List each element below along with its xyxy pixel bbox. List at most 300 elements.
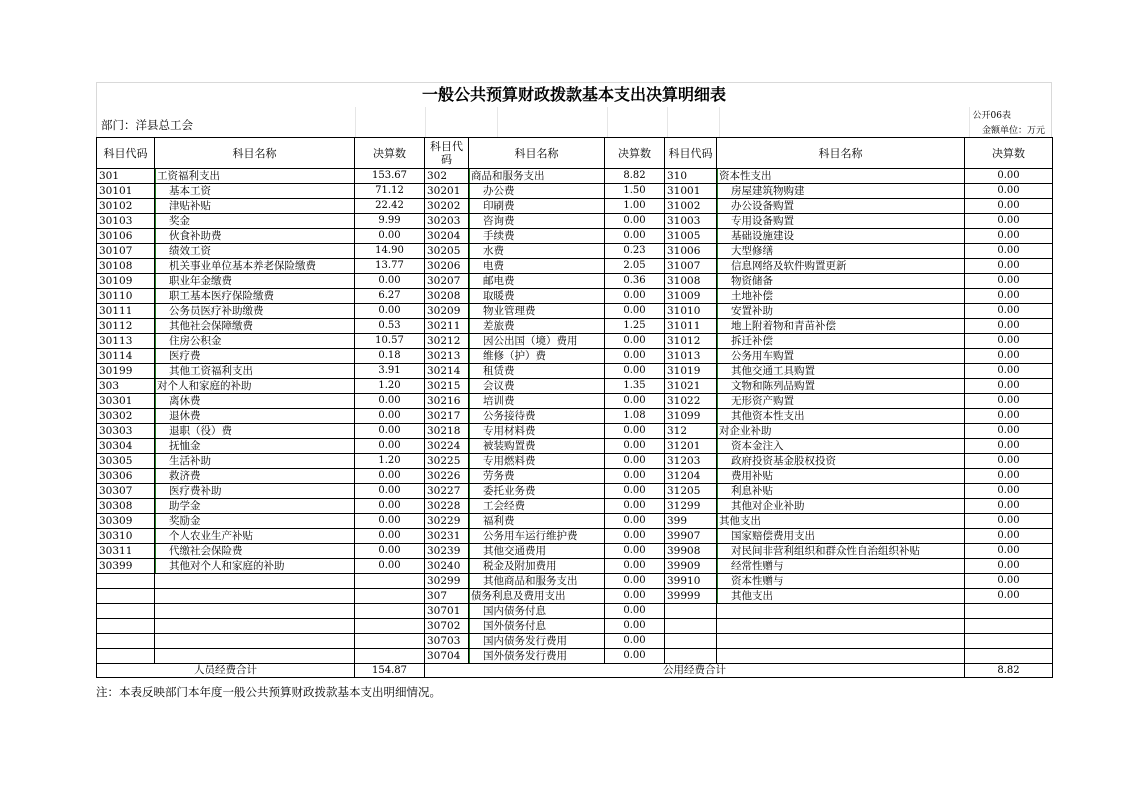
- amount-cell-2: 2.05: [605, 259, 665, 274]
- code-cell-3: 39907: [665, 529, 717, 544]
- amount-cell-2: 0.00: [605, 544, 665, 559]
- name-cell-2: 工会经费: [469, 499, 605, 514]
- code-cell-3: [665, 649, 717, 664]
- amount-cell-1: 0.00: [355, 484, 425, 499]
- name-cell-3: 安置补助: [717, 304, 965, 319]
- code-cell-1: 30107: [97, 244, 155, 259]
- code-cell-2: 30240: [425, 559, 469, 574]
- code-cell-3: 31205: [665, 484, 717, 499]
- name-cell-1: 其他工资福利支出: [155, 364, 355, 379]
- footnote: 注：本表反映部门本年度一般公共预算财政拨款基本支出明细情况。: [96, 685, 441, 699]
- amount-cell-3: [965, 634, 1053, 649]
- code-cell-2: 30213: [425, 349, 469, 364]
- name-cell-1: 职业年金缴费: [155, 274, 355, 289]
- code-cell-2: 30203: [425, 214, 469, 229]
- amount-cell-3: 0.00: [965, 334, 1053, 349]
- amount-cell-3: [965, 649, 1053, 664]
- name-cell-3: 办公设备购置: [717, 199, 965, 214]
- table-row: [97, 304, 1053, 319]
- table-row: [97, 214, 1053, 229]
- name-cell-2: 公务接待费: [469, 409, 605, 424]
- amount-cell-2: 0.00: [605, 484, 665, 499]
- code-cell-3: 399: [665, 514, 717, 529]
- amount-cell-1: [355, 619, 425, 634]
- amount-cell-2: 0.00: [605, 229, 665, 244]
- name-cell-2: 差旅费: [469, 319, 605, 334]
- amount-cell-1: 6.27: [355, 289, 425, 304]
- code-cell-2: 30202: [425, 199, 469, 214]
- name-cell-3: 费用补贴: [717, 469, 965, 484]
- code-cell-2: 30214: [425, 364, 469, 379]
- amount-cell-2: 0.00: [605, 334, 665, 349]
- amount-cell-3: 0.00: [965, 364, 1053, 379]
- amount-cell-2: 1.25: [605, 319, 665, 334]
- amount-cell-3: 0.00: [965, 454, 1053, 469]
- table-row: [97, 544, 1053, 559]
- code-cell-2: 30209: [425, 304, 469, 319]
- table-row: [97, 559, 1053, 574]
- amount-cell-1: [355, 589, 425, 604]
- table-row: [97, 604, 1053, 619]
- code-cell-1: 30111: [97, 304, 155, 319]
- code-cell-3: 31099: [665, 409, 717, 424]
- name-cell-3: [717, 604, 965, 619]
- code-cell-1: 30109: [97, 274, 155, 289]
- code-cell-3: 31299: [665, 499, 717, 514]
- name-cell-2: 会议费: [469, 379, 605, 394]
- code-cell-1: 30399: [97, 559, 155, 574]
- table-row: [97, 229, 1053, 244]
- code-cell-1: 30199: [97, 364, 155, 379]
- code-cell-3: 31204: [665, 469, 717, 484]
- name-cell-3: 其他交通工具购置: [717, 364, 965, 379]
- code-cell-1: 30308: [97, 499, 155, 514]
- code-cell-2: 30224: [425, 439, 469, 454]
- code-cell-3: 31022: [665, 394, 717, 409]
- amount-cell-3: 0.00: [965, 184, 1053, 199]
- name-cell-1: 住房公积金: [155, 334, 355, 349]
- code-cell-2: 30239: [425, 544, 469, 559]
- code-cell-3: 31002: [665, 199, 717, 214]
- amount-cell-1: 3.91: [355, 364, 425, 379]
- name-cell-3: 资本性支出: [717, 169, 965, 184]
- name-cell-2: 委托业务费: [469, 484, 605, 499]
- name-cell-3: 专用设备购置: [717, 214, 965, 229]
- name-cell-2: 国外债务付息: [469, 619, 605, 634]
- table-row: [97, 184, 1053, 199]
- table-row: [97, 439, 1053, 454]
- table-row: [97, 514, 1053, 529]
- code-cell-1: 30110: [97, 289, 155, 304]
- name-cell-2: 专用燃料费: [469, 454, 605, 469]
- amount-cell-3: 0.00: [965, 274, 1053, 289]
- amount-cell-1: 0.18: [355, 349, 425, 364]
- amount-cell-3: 0.00: [965, 289, 1053, 304]
- personnel-total-value: 154.87: [355, 664, 425, 678]
- code-cell-1: 30113: [97, 334, 155, 349]
- name-cell-1: 其他对个人和家庭的补助: [155, 559, 355, 574]
- amount-cell-1: 13.77: [355, 259, 425, 274]
- name-cell-2: 取暖费: [469, 289, 605, 304]
- name-cell-2: 培训费: [469, 394, 605, 409]
- table-row: [97, 589, 1053, 604]
- name-cell-1: [155, 619, 355, 634]
- code-cell-3: 39999: [665, 589, 717, 604]
- amount-cell-3: 0.00: [965, 589, 1053, 604]
- code-cell-3: 31021: [665, 379, 717, 394]
- amount-cell-1: 153.67: [355, 169, 425, 184]
- amount-cell-3: 0.00: [965, 199, 1053, 214]
- header-code-2: 科目代 码: [425, 138, 469, 169]
- amount-cell-1: 0.00: [355, 424, 425, 439]
- amount-cell-2: 0.00: [605, 604, 665, 619]
- amount-cell-3: 0.00: [965, 229, 1053, 244]
- name-cell-1: [155, 649, 355, 664]
- name-cell-2: 租赁费: [469, 364, 605, 379]
- amount-cell-3: 0.00: [965, 259, 1053, 274]
- amount-cell-3: 0.00: [965, 394, 1053, 409]
- name-cell-1: 抚恤金: [155, 439, 355, 454]
- name-cell-2: 因公出国（境）费用: [469, 334, 605, 349]
- code-cell-2: 30299: [425, 574, 469, 589]
- code-cell-1: 30108: [97, 259, 155, 274]
- amount-cell-2: 1.50: [605, 184, 665, 199]
- amount-cell-3: 0.00: [965, 544, 1053, 559]
- code-cell-1: 30303: [97, 424, 155, 439]
- amount-cell-2: 0.00: [605, 289, 665, 304]
- name-cell-1: 退休费: [155, 409, 355, 424]
- header-name-2: 科目名称: [469, 138, 605, 169]
- name-cell-2: 福利费: [469, 514, 605, 529]
- header-amount-2: 决算数: [605, 138, 665, 169]
- code-cell-1: 30103: [97, 214, 155, 229]
- name-cell-3: 资本性赠与: [717, 574, 965, 589]
- amount-cell-2: 0.00: [605, 394, 665, 409]
- code-cell-2: 30226: [425, 469, 469, 484]
- amount-cell-1: 1.20: [355, 379, 425, 394]
- code-cell-3: 39910: [665, 574, 717, 589]
- amount-cell-2: 0.00: [605, 214, 665, 229]
- amount-cell-1: 10.57: [355, 334, 425, 349]
- code-cell-1: [97, 649, 155, 664]
- code-cell-1: [97, 574, 155, 589]
- code-cell-3: 39909: [665, 559, 717, 574]
- table-row: [97, 484, 1053, 499]
- code-cell-1: 30309: [97, 514, 155, 529]
- name-cell-1: 绩效工资: [155, 244, 355, 259]
- code-cell-1: [97, 604, 155, 619]
- code-cell-3: 31013: [665, 349, 717, 364]
- name-cell-2: 国内债务付息: [469, 604, 605, 619]
- amount-cell-2: 0.00: [605, 349, 665, 364]
- name-cell-3: 物资储备: [717, 274, 965, 289]
- code-cell-2: 30204: [425, 229, 469, 244]
- header-name-3: 科目名称: [717, 138, 965, 169]
- name-cell-3: 国家赔偿费用支出: [717, 529, 965, 544]
- code-cell-2: 30207: [425, 274, 469, 289]
- code-cell-2: 302: [425, 169, 469, 184]
- report-sheet: [96, 82, 1052, 678]
- amount-cell-3: 0.00: [965, 304, 1053, 319]
- amount-cell-2: 0.00: [605, 634, 665, 649]
- amount-cell-2: 0.00: [605, 304, 665, 319]
- amount-cell-3: [965, 604, 1053, 619]
- code-cell-1: 301: [97, 169, 155, 184]
- code-cell-2: 30211: [425, 319, 469, 334]
- amount-cell-1: 0.00: [355, 499, 425, 514]
- code-cell-2: 30215: [425, 379, 469, 394]
- amount-cell-1: 0.00: [355, 274, 425, 289]
- name-cell-1: [155, 604, 355, 619]
- amount-cell-1: 0.00: [355, 409, 425, 424]
- code-cell-2: 30206: [425, 259, 469, 274]
- amount-cell-1: 0.00: [355, 394, 425, 409]
- header-name-1: 科目名称: [155, 138, 355, 169]
- name-cell-1: [155, 574, 355, 589]
- code-cell-3: 31008: [665, 274, 717, 289]
- amount-cell-3: 0.00: [965, 529, 1053, 544]
- name-cell-2: 邮电费: [469, 274, 605, 289]
- amount-cell-2: 0.00: [605, 454, 665, 469]
- amount-cell-2: 0.00: [605, 469, 665, 484]
- code-cell-3: [665, 619, 717, 634]
- amount-cell-3: 0.00: [965, 214, 1053, 229]
- amount-cell-2: 0.00: [605, 619, 665, 634]
- amount-cell-1: 9.99: [355, 214, 425, 229]
- amount-cell-2: 0.23: [605, 244, 665, 259]
- code-cell-3: 31007: [665, 259, 717, 274]
- amount-cell-2: 0.00: [605, 589, 665, 604]
- amount-cell-2: 0.00: [605, 499, 665, 514]
- name-cell-1: 个人农业生产补贴: [155, 529, 355, 544]
- name-cell-1: 其他社会保障缴费: [155, 319, 355, 334]
- amount-cell-1: [355, 634, 425, 649]
- amount-cell-1: 0.00: [355, 229, 425, 244]
- name-cell-1: 对个人和家庭的补助: [155, 379, 355, 394]
- name-cell-1: 奖金: [155, 214, 355, 229]
- code-cell-3: [665, 604, 717, 619]
- amount-cell-3: 0.00: [965, 574, 1053, 589]
- name-cell-1: 基本工资: [155, 184, 355, 199]
- personnel-total-label: 人员经费合计: [97, 664, 355, 678]
- name-cell-3: 信息网络及软件购置更新: [717, 259, 965, 274]
- amount-cell-3: 0.00: [965, 499, 1053, 514]
- name-cell-3: 利息补贴: [717, 484, 965, 499]
- amount-cell-2: 1.08: [605, 409, 665, 424]
- amount-cell-2: 0.36: [605, 274, 665, 289]
- name-cell-1: 代缴社会保险费: [155, 544, 355, 559]
- table-row: [97, 499, 1053, 514]
- name-cell-3: 公务用车购置: [717, 349, 965, 364]
- code-cell-3: 31012: [665, 334, 717, 349]
- amount-cell-3: 0.00: [965, 349, 1053, 364]
- code-cell-1: 30301: [97, 394, 155, 409]
- header-amount-1: 决算数: [355, 138, 425, 169]
- name-cell-3: 拆迁补偿: [717, 334, 965, 349]
- code-cell-1: 303: [97, 379, 155, 394]
- department-label: 部门：洋县总工会: [101, 118, 193, 132]
- header-code-1: 科目代码: [97, 138, 155, 169]
- name-cell-2: 国内债务发行费用: [469, 634, 605, 649]
- amount-cell-2: 8.82: [605, 169, 665, 184]
- amount-cell-1: [355, 604, 425, 619]
- code-cell-2: 30701: [425, 604, 469, 619]
- table-code: 公开06表: [972, 111, 1011, 121]
- amount-cell-3: 0.00: [965, 319, 1053, 334]
- table-header-row: [97, 138, 1053, 169]
- amount-cell-1: [355, 574, 425, 589]
- name-cell-1: [155, 589, 355, 604]
- amount-cell-1: 0.00: [355, 559, 425, 574]
- code-cell-3: 31011: [665, 319, 717, 334]
- code-cell-2: 30703: [425, 634, 469, 649]
- code-cell-2: 30231: [425, 529, 469, 544]
- name-cell-2: 办公费: [469, 184, 605, 199]
- amount-cell-1: 0.00: [355, 529, 425, 544]
- header-amount-3: 决算数: [965, 138, 1053, 169]
- code-cell-3: 31005: [665, 229, 717, 244]
- amount-cell-2: 0.00: [605, 529, 665, 544]
- code-cell-2: 30228: [425, 499, 469, 514]
- name-cell-2: 劳务费: [469, 469, 605, 484]
- code-cell-1: 30310: [97, 529, 155, 544]
- name-cell-2: 维修（护）费: [469, 349, 605, 364]
- unit-label: 金额单位：万元: [981, 126, 1045, 136]
- table-row: [97, 169, 1053, 184]
- name-cell-3: 大型修缮: [717, 244, 965, 259]
- name-cell-3: 无形资产购置: [717, 394, 965, 409]
- name-cell-1: 离休费: [155, 394, 355, 409]
- amount-cell-3: 0.00: [965, 484, 1053, 499]
- name-cell-1: 奖励金: [155, 514, 355, 529]
- code-cell-3: [665, 634, 717, 649]
- amount-cell-1: [355, 649, 425, 664]
- table-row: [97, 319, 1053, 334]
- name-cell-3: 对民间非营利组织和群众性自治组织补贴: [717, 544, 965, 559]
- name-cell-1: 伙食补助费: [155, 229, 355, 244]
- amount-cell-3: 0.00: [965, 559, 1053, 574]
- amount-cell-2: 1.35: [605, 379, 665, 394]
- code-cell-2: 30208: [425, 289, 469, 304]
- code-cell-2: 307: [425, 589, 469, 604]
- code-cell-3: 31201: [665, 439, 717, 454]
- name-cell-2: 咨询费: [469, 214, 605, 229]
- table-row: [97, 634, 1053, 649]
- amount-cell-3: 0.00: [965, 409, 1053, 424]
- name-cell-3: 对企业补助: [717, 424, 965, 439]
- name-cell-3: 政府投资基金股权投资: [717, 454, 965, 469]
- code-cell-2: 30702: [425, 619, 469, 634]
- amount-cell-1: 1.20: [355, 454, 425, 469]
- totals-row: [97, 664, 1053, 678]
- code-cell-2: 30227: [425, 484, 469, 499]
- name-cell-3: 土地补偿: [717, 289, 965, 304]
- code-cell-1: 30311: [97, 544, 155, 559]
- code-cell-2: 30225: [425, 454, 469, 469]
- name-cell-2: 国外债务发行费用: [469, 649, 605, 664]
- code-cell-2: 30229: [425, 514, 469, 529]
- amount-cell-1: 14.90: [355, 244, 425, 259]
- name-cell-1: 医疗费补助: [155, 484, 355, 499]
- name-cell-1: 工资福利支出: [155, 169, 355, 184]
- name-cell-2: 公务用车运行维护费: [469, 529, 605, 544]
- name-cell-1: 职工基本医疗保险缴费: [155, 289, 355, 304]
- amount-cell-2: 0.00: [605, 424, 665, 439]
- amount-cell-1: 0.00: [355, 439, 425, 454]
- table-row: [97, 409, 1053, 424]
- code-cell-1: 30305: [97, 454, 155, 469]
- code-cell-1: 30306: [97, 469, 155, 484]
- name-cell-3: 房屋建筑物购建: [717, 184, 965, 199]
- amount-cell-3: 0.00: [965, 379, 1053, 394]
- expenditure-table: [96, 137, 1053, 678]
- amount-cell-2: 0.00: [605, 574, 665, 589]
- code-cell-1: 30304: [97, 439, 155, 454]
- name-cell-3: 经常性赠与: [717, 559, 965, 574]
- code-cell-3: 31203: [665, 454, 717, 469]
- amount-cell-1: 71.12: [355, 184, 425, 199]
- table-row: [97, 289, 1053, 304]
- table-row: [97, 454, 1053, 469]
- table-row: [97, 529, 1053, 544]
- name-cell-2: 其他交通费用: [469, 544, 605, 559]
- amount-cell-3: 0.00: [965, 424, 1053, 439]
- code-cell-3: 310: [665, 169, 717, 184]
- amount-cell-2: 0.00: [605, 439, 665, 454]
- name-cell-2: 印刷费: [469, 199, 605, 214]
- amount-cell-3: 0.00: [965, 439, 1053, 454]
- code-cell-2: 30212: [425, 334, 469, 349]
- code-cell-3: 31010: [665, 304, 717, 319]
- table-row: [97, 334, 1053, 349]
- amount-cell-3: 0.00: [965, 514, 1053, 529]
- amount-cell-2: 1.00: [605, 199, 665, 214]
- name-cell-1: 医疗费: [155, 349, 355, 364]
- table-row: [97, 259, 1053, 274]
- table-row: [97, 349, 1053, 364]
- name-cell-1: 津贴补贴: [155, 199, 355, 214]
- code-cell-1: [97, 619, 155, 634]
- meta-row: [96, 107, 1052, 137]
- code-cell-1: 30302: [97, 409, 155, 424]
- table-row: [97, 394, 1053, 409]
- amount-cell-3: 0.00: [965, 469, 1053, 484]
- name-cell-3: 资本金注入: [717, 439, 965, 454]
- code-cell-3: 31003: [665, 214, 717, 229]
- table-row: [97, 469, 1053, 484]
- code-cell-2: 30218: [425, 424, 469, 439]
- name-cell-2: 税金及附加费用: [469, 559, 605, 574]
- name-cell-3: 地上附着物和青苗补偿: [717, 319, 965, 334]
- name-cell-1: 退职（役）费: [155, 424, 355, 439]
- table-body: [97, 169, 1053, 664]
- code-cell-3: 39908: [665, 544, 717, 559]
- amount-cell-2: 0.00: [605, 364, 665, 379]
- name-cell-2: 其他商品和服务支出: [469, 574, 605, 589]
- name-cell-1: 救济费: [155, 469, 355, 484]
- name-cell-2: 物业管理费: [469, 304, 605, 319]
- name-cell-2: 商品和服务支出: [469, 169, 605, 184]
- name-cell-3: [717, 649, 965, 664]
- summary-body: [97, 664, 1053, 678]
- amount-cell-3: [965, 619, 1053, 634]
- name-cell-3: 基础设施建设: [717, 229, 965, 244]
- code-cell-2: 30205: [425, 244, 469, 259]
- name-cell-1: 公务员医疗补助缴费: [155, 304, 355, 319]
- amount-cell-1: 0.00: [355, 514, 425, 529]
- name-cell-2: 专用材料费: [469, 424, 605, 439]
- code-cell-1: 30102: [97, 199, 155, 214]
